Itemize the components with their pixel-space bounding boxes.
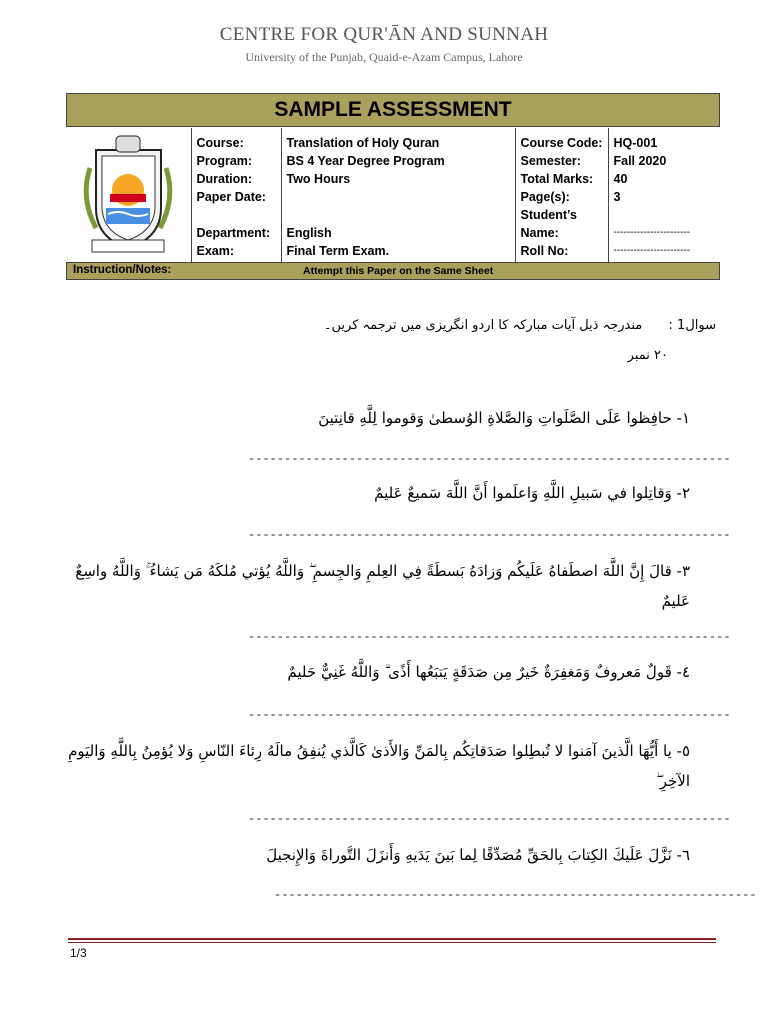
course-label: Course: — [196, 136, 244, 150]
program-label: Program: — [196, 154, 253, 168]
assessment-title: SAMPLE ASSESSMENT — [66, 93, 720, 127]
program-value: BS 4 Year Degree Program — [286, 154, 445, 168]
institution-name: CENTRE FOR QUR'ĀN AND SUNNAH — [219, 24, 549, 45]
paper-date-label: Paper Date: — [196, 190, 266, 204]
department-label: Department: — [196, 226, 271, 240]
semester-label: Semester: — [520, 154, 581, 168]
department-value: English — [286, 226, 332, 240]
instruction-text: Attempt this Paper on the Same Sheet — [303, 265, 494, 277]
page-number: 1/3 — [70, 946, 87, 960]
info-table — [66, 128, 720, 267]
course-code-value: HQ-001 — [613, 136, 658, 150]
question-marks: ۲۰ نمبر — [627, 348, 668, 363]
question-label: سوال1 : — [668, 318, 716, 333]
answer-line-4[interactable]: ------------------------------------------------------------------- — [248, 708, 731, 722]
answer-line-6[interactable]: ------------------------------------------------------------------- — [274, 888, 757, 902]
verse-item-3: ٣- قالَ إِنَّ اللَّهَ اصطَفاهُ عَلَيكُم وَزادَهُ بَسطَةً فِي العِلمِ وَالجِسمِ ۖ وَاللَّهُ يُؤتي مُلكَهُ مَن يَشاءُ ۚ وَاللَّهُ واسِعٌ عَليمٌ — [75, 562, 690, 610]
total-marks-value: 40 — [613, 172, 628, 186]
answer-line-1[interactable]: ------------------------------------------------------------------- — [248, 452, 731, 466]
pages-value: 3 — [613, 190, 621, 204]
verse-item-2: ٢- وَقاتِلوا في سَبيلِ اللَّهِ وَاعلَموا أَنَّ اللَّهَ سَميعٌ عَليمٌ — [374, 484, 690, 502]
institution-subtitle: University of the Punjab, Quaid-e-Azam Campus, Lahore — [245, 50, 523, 64]
total-marks-label: Total Marks: — [520, 172, 594, 186]
verse-item-4: ٤- قَولٌ مَعروفٌ وَمَغفِرَةٌ خَيرٌ مِن صَدَقَةٍ يَتبَعُها أَذًى ۗ وَاللَّهُ غَنِيٌّ حَليمٌ — [287, 663, 690, 681]
verse-item-6: ٦- نَزَّلَ عَلَيكَ الكِتابَ بِالحَقِّ مُصَدِّقًا لِما بَينَ يَدَيهِ وَأَنزَلَ التَّوراةَ وَالإِنجيلَ — [266, 846, 690, 864]
verse-item-1: ١- حافِظوا عَلَى الصَّلَواتِ وَالصَّلاةِ الوُسطىٰ وَقوموا لِلَّهِ قانِتينَ — [318, 409, 690, 427]
pages-label: Page(s): — [520, 190, 570, 204]
roll-no-field[interactable]: ----------------------- — [613, 245, 691, 256]
exam-label: Exam: — [196, 244, 235, 258]
duration-label: Duration: — [196, 172, 253, 186]
course-value: Translation of Holy Quran — [286, 136, 440, 150]
answer-line-3[interactable]: ------------------------------------------------------------------- — [248, 630, 731, 644]
question-heading — [324, 318, 716, 333]
footer-divider — [68, 938, 716, 940]
answer-line-5[interactable]: ------------------------------------------------------------------- — [248, 812, 731, 826]
name-label: Name: — [520, 226, 559, 240]
instruction-label: Instruction/Notes: — [73, 264, 172, 276]
question-prompt: مندرجہ ذیل آیات مبارکہ کا اردو انگریزی میں ترجمہ کریں۔ — [323, 318, 643, 333]
logo-cell — [66, 128, 191, 267]
instruction-bar — [66, 262, 720, 280]
verse-item-5: ٥- يا أَيُّهَا الَّذينَ آمَنوا لا تُبطِلوا صَدَقاتِكُم بِالمَنِّ وَالأَذىٰ كَالَّذي يُنفِقُ مالَهُ رِئاءَ النّاسِ وَلا يُؤمِنُ بِاللَّهِ وَاليَومِ الآخِرِ ۖ — [68, 742, 690, 790]
student-label: Student’s — [520, 208, 577, 222]
exam-value: Final Term Exam. — [286, 244, 390, 258]
university-logo-icon — [66, 128, 191, 261]
answer-line-2[interactable]: ------------------------------------------------------------------- — [248, 528, 731, 542]
duration-value: Two Hours — [286, 172, 351, 186]
student-name-field[interactable]: ----------------------- — [613, 227, 691, 238]
semester-value: Fall 2020 — [613, 154, 667, 168]
course-code-label: Course Code: — [520, 136, 603, 150]
footer-divider-thin — [68, 942, 716, 943]
roll-no-label: Roll No: — [520, 244, 569, 258]
